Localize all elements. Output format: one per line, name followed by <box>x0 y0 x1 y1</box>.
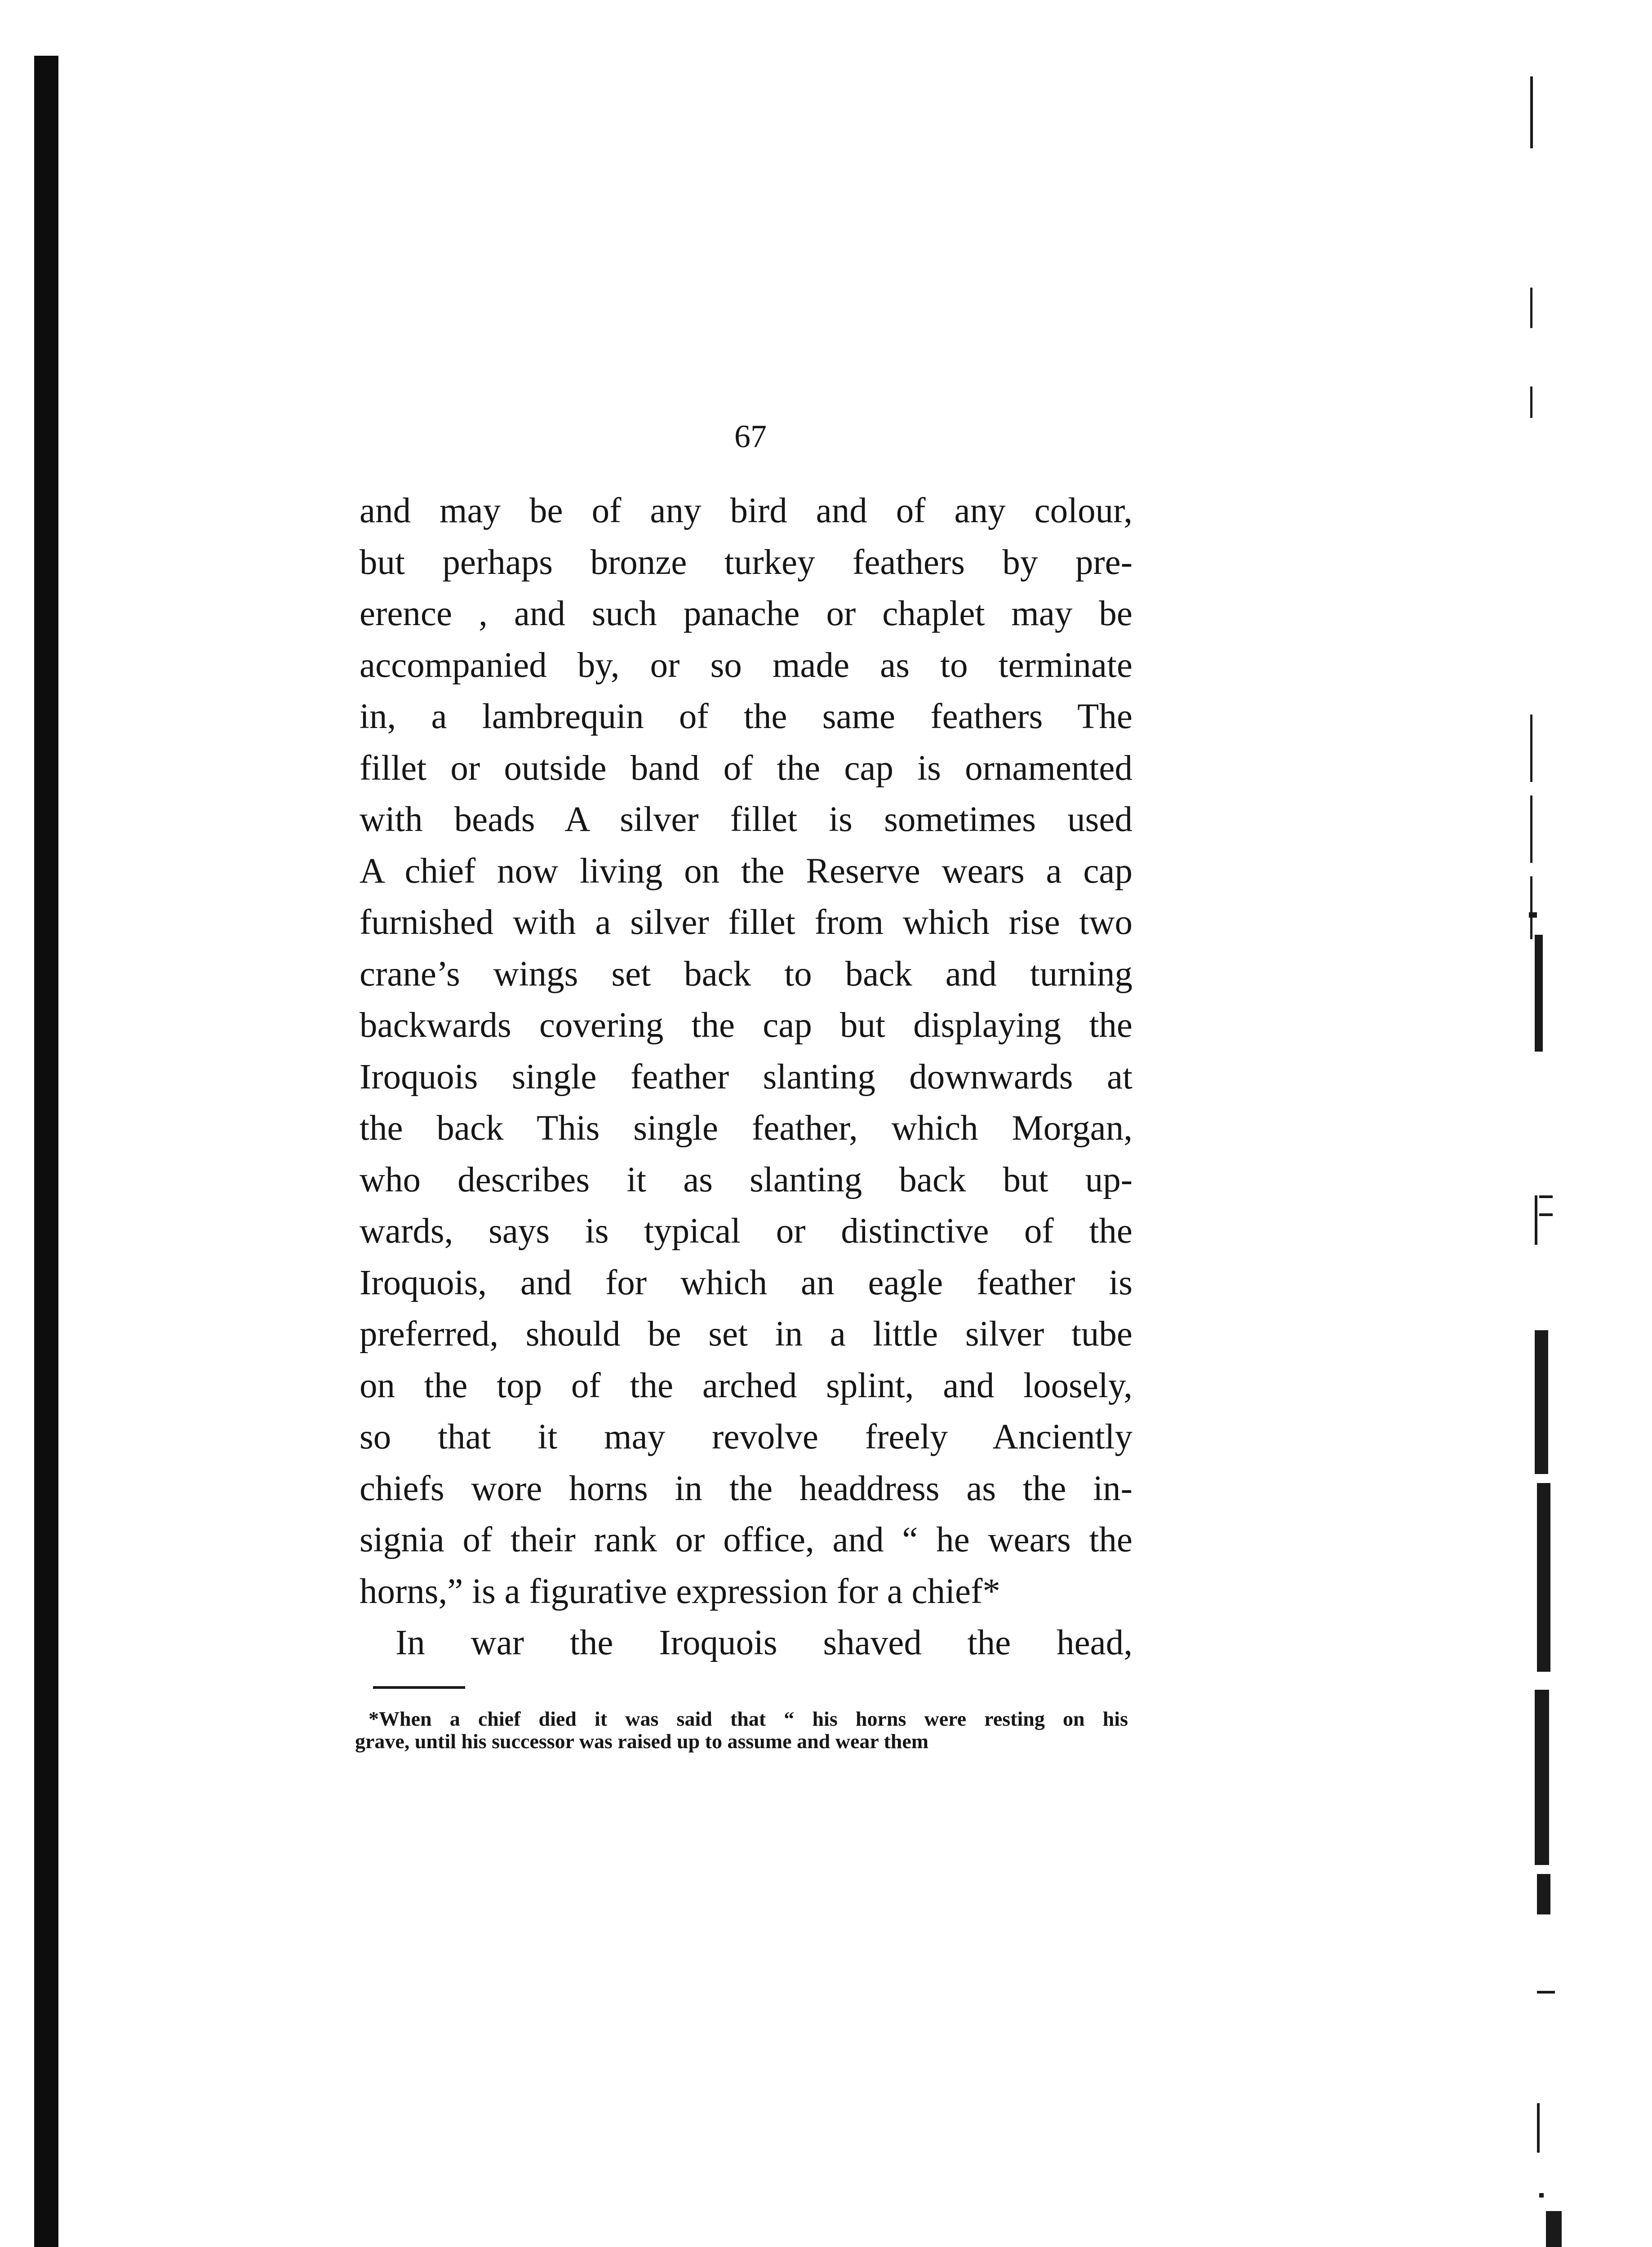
text-line: in, a lambrequin of the same feathers The <box>360 697 1132 736</box>
text-line: erence , and such panache or chaplet may be <box>360 594 1132 633</box>
text-line: accompanied by, or so made as to terminate <box>360 645 1132 685</box>
body-text <box>360 485 1132 1669</box>
text-line: crane’s wings set back to back and turning <box>360 954 1132 994</box>
text-line: and may be of any bird and of any colour, <box>360 491 1132 530</box>
text-line: but perhaps bronze turkey feathers by pre- <box>360 542 1132 582</box>
text-line: on the top of the arched splint, and loosely, <box>360 1366 1132 1405</box>
binding-edge <box>34 56 58 2247</box>
text-line: Iroquois single feather slanting downwards at <box>360 1057 1132 1097</box>
text-line: preferred, should be set in a little silver tube <box>360 1314 1132 1354</box>
text-line: who describes it as slanting back but up- <box>360 1160 1132 1199</box>
scan-edge-artifacts <box>1519 0 1609 2247</box>
footnote-line: *When a chief died it was said that “ his horns were resting on his <box>369 1707 1128 1730</box>
footnote <box>355 1708 1128 1753</box>
text-line: with beads A silver fillet is sometimes used <box>360 800 1132 839</box>
footnote-line: grave, until his successor was raised up to assume and wear them <box>355 1730 929 1753</box>
text-line: chiefs wore horns in the headdress as the in- <box>360 1469 1132 1508</box>
text-line: horns,” is a figurative expression for a chief* <box>360 1572 1000 1611</box>
text-line: wards, says is typical or distinctive of the <box>360 1212 1132 1251</box>
text-line: Iroquois, and for which an eagle feather is <box>360 1263 1132 1302</box>
text-line: A chief now living on the Reserve wears a cap <box>360 851 1132 891</box>
paragraph-start-line: In war the Iroquois shaved the head, <box>395 1623 1132 1662</box>
text-line: fillet or outside band of the cap is ornamented <box>360 748 1132 788</box>
text-line: furnished with a silver fillet from which rise two <box>360 903 1132 942</box>
page-number: 67 <box>734 418 767 454</box>
text-line: the back This single feather, which Morgan, <box>360 1109 1132 1148</box>
text-line: signia of their rank or office, and “ he wears the <box>360 1520 1132 1559</box>
footnote-rule <box>373 1686 465 1689</box>
text-line: so that it may revolve freely Anciently <box>360 1417 1132 1457</box>
text-line: backwards covering the cap but displaying the <box>360 1006 1132 1045</box>
